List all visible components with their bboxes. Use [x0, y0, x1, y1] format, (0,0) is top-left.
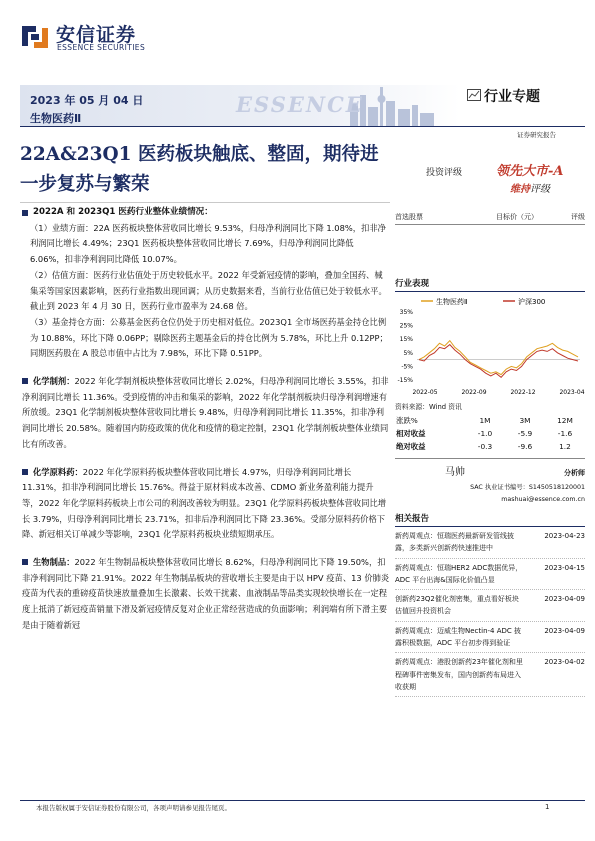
report-title: 22A&23Q1 医药板块触底、整固，期待进一步复苏与繁荣 — [20, 144, 379, 195]
analyst-sac: SAC 执业证书编号：S1450518120001 — [470, 484, 585, 491]
bullet-icon — [22, 559, 28, 565]
report-sector: 生物医药Ⅱ — [30, 112, 82, 125]
y-tick-label: -5% — [401, 363, 413, 371]
y-tick-label: 15% — [399, 336, 413, 344]
page-number: 1 — [545, 803, 550, 811]
related-report-item[interactable]: 新药周观点：恒瑞医药最新研发管线披露，多类新兴创新药快速推进中 2023-04-23 — [395, 527, 585, 559]
bullet-icon — [22, 469, 28, 475]
divider — [20, 202, 390, 203]
bullet-icon — [22, 378, 28, 384]
report-date: 2023 年 05 月 04 日 — [30, 94, 144, 107]
analyst-name: 马帅 — [445, 467, 465, 478]
footer-divider — [20, 800, 585, 801]
logo-text: 安信证券 — [56, 24, 137, 46]
performance-title: 行业表现 — [395, 277, 585, 292]
chart-icon — [467, 89, 481, 101]
analyst-block — [395, 458, 585, 503]
rating-maintain: 维持评级 — [510, 184, 550, 195]
y-tick-label: 5% — [403, 349, 413, 357]
main-body — [22, 205, 390, 634]
section-paragraph: 化学原料药：2022 年化学原料药板块整体营收同比增长 4.97%，归母净利润同比增长 11.31%，扣非净利润同比增长 15.76%。得益于原材料成本改善、CDMO 新业务盈利能力提升等，2022 年化学原料药板块上市公司的利润改善较为明显。23Q1 化学原料药板块整体营收同比增长 3.79%，归母净利润同比增长 23.71%，扣非后净利润同比下降 23.36%。受部分原料药价格下降、新冠相关订单减少等影响，23Q1 化学原料药板块业绩短期承压。 — [22, 466, 387, 540]
table-row: 绝对收益 -0.3 -9.6 1.2 — [396, 442, 571, 451]
x-tick-label: 2022-09 — [461, 389, 487, 396]
analyst-email[interactable]: mashuai@essence.com.cn — [501, 496, 585, 503]
table-header-row: 涨跌% 1M 3M 12M — [396, 416, 573, 425]
x-tick-label: 2023-04 — [559, 389, 585, 396]
performance-table — [395, 414, 585, 453]
y-tick-label: -15% — [397, 377, 413, 384]
chart-source: 资料来源：Wind 资讯 — [395, 403, 462, 411]
related-reports-list — [395, 527, 585, 697]
analyst-role: 分析师 — [564, 469, 585, 477]
section-paragraph: 生物制品：2022 年生物制品板块整体营收同比增长 8.62%，归母净利润同比下降 19.50%，扣非净利润同比下降 21.91%。2022 年生物制品板块的营收增长主要是由于以 HPV 疫苗、13 价肺炎疫苗为代表的重磅疫苗快速放量叠加生长激素、长效干扰素、血液制品等品类实现较快增长在一定程度上抵消了新冠疫苗销量下滑及新冠疫情反复对企业正常经营造成的负面影响；利润端有所下滑主要是由于随着新冠 — [22, 557, 390, 630]
related-report-item[interactable]: 新药周观点：迈威生物Nectin-4 ADC 披露积极数据，ADC 平台初步得到验证 2023-04-09 — [395, 622, 585, 654]
top-picks-header: 首选股票 目标价（元） 评级 — [395, 212, 585, 225]
banner-watermark: ESSENCE — [236, 92, 364, 117]
report-series: 证券研究报告 — [517, 131, 556, 139]
report-type: 行业专题 — [484, 89, 540, 105]
logo-subtext: ESSENCE SECURITIES — [57, 43, 146, 52]
section-paragraph: 化学制剂：2022 年化学制剂板块整体营收同比增长 2.02%，归母净利润同比增长 3.55%，扣非净利润同比增长 11.36%。受到疫情的冲击和集采的影响，2022 年化学制剂板块归母净利润增速有所放缓。23Q1 化学制剂板块整体营收同比增长 9.48%，归母净利润同比增长 11.35%，扣非净利润同比增长 20.58%。随着国内防疫政策的优化和疫情的稳定控制，23Q1 化学制剂板块整体业绩同比有所改善。 — [22, 376, 389, 449]
legend-label-1: 生物医药Ⅱ — [436, 298, 468, 306]
bullet-icon — [22, 210, 28, 216]
table-row: 相对收益 -1.0 -5.9 -1.6 — [396, 429, 573, 438]
performance-chart — [395, 290, 585, 400]
series-line-2 — [419, 345, 578, 378]
rating-value: 领先大市-A — [496, 164, 564, 179]
paragraph: （1）业绩方面：22A 医药板块整体营收同比增长 9.53%，归母净利润同比下降 1.08%，扣非净利润同比增长 4.49%；23Q1 医药板块整体营收同比增长 7.69%，归母净利润同比降低 6.06%，扣非净利润同比降低 10.07%。 — [30, 222, 386, 265]
x-tick-label: 2022-12 — [510, 389, 536, 396]
footer-disclaimer: 本报告版权属于安信证券股份有限公司，各项声明请参见报告尾页。 — [36, 804, 231, 812]
series-line-1 — [419, 341, 578, 375]
related-report-item[interactable]: 创新药23Q2催化剂密集，重点看好板块估值回升投资机会 2023-04-09 — [395, 590, 585, 622]
paragraph: （2）估值方面：医药行业估值处于历史较低水平。2022 年受新冠疫情的影响，叠加全国药、械集采等国家因素影响，医药行业指数出现回调；从历史数据来看，当前行业估值已处于较低水平。截止到 2023 年 4 月 30 日，医药行业市盈率为 24.68 倍。 — [30, 269, 387, 312]
logo-icon — [20, 22, 50, 52]
y-tick-label: 25% — [399, 322, 413, 330]
y-tick-label: 35% — [399, 309, 413, 316]
legend-label-2: 沪深300 — [518, 298, 546, 306]
related-report-item[interactable]: 新药周观点：港股创新药23年催化剂和里程碑事件密集发布，国内创新药布局进入收获期 2023-04-02 — [395, 653, 585, 697]
section-heading: 2022A 和 2023Q1 医药行业整体业绩情况： — [22, 205, 390, 221]
related-reports-title: 相关报告 — [395, 512, 585, 527]
related-report-item[interactable]: 新药周观点：恒瑞HER2 ADC数据优异，ADC 平台出海&国际化价值凸显 2023-04-15 — [395, 559, 585, 591]
x-tick-label: 2022-05 — [412, 389, 438, 396]
rating-label: 投资评级 — [426, 168, 463, 178]
paragraph: （3）基金持仓方面：公募基金医药仓位仍处于历史相对低位。2023Q1 全市场医药基金持仓比例为 10.88%，环比下降 0.06PP；剔除医药主题基金后的持仓比例为 5.78%，环比上升 0.12PP；同期医药股在 A 股总市值中占比为 7.98%，环比下降 0.51PP。 — [30, 316, 388, 359]
